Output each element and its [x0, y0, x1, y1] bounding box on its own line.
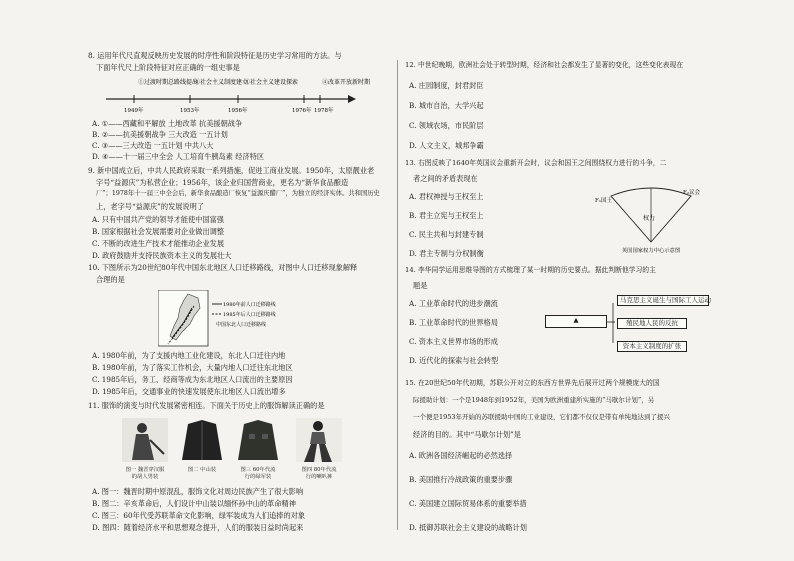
- q15-stem-4: 经济的目的。其中“马歇尔计划”是: [413, 430, 521, 439]
- q9-stem-4: 上，老字号“益源庆”的发展说明了: [96, 202, 204, 211]
- q10-migration-map: [158, 290, 288, 348]
- caption-3-line1: 图三 60年代流: [240, 467, 276, 473]
- costume-image-2: [182, 420, 222, 460]
- year-1978: 1978年: [314, 108, 334, 114]
- q13-option-a: A. 君权神授与王权至上: [409, 192, 484, 201]
- q9-stem-1: 9. 新中国成立后，中共人民政府采取一系列措施，促进工商业发展。1950年，太原靓业老: [88, 166, 375, 175]
- diagram-left-label: F₁国王: [595, 198, 613, 204]
- question-10: [88, 263, 358, 396]
- timeline-label-3: ③社会主义建设探索: [244, 79, 299, 86]
- mindmap-center: ▲: [545, 315, 607, 328]
- q8-option-b: B. ②——抗美援朝战争 三大改造 一五计划: [92, 130, 228, 139]
- image1-head: [137, 423, 147, 433]
- q10-stem-2: 合理的是: [96, 275, 125, 284]
- q9-stem-2: 字号“益源庆”为私营企业；1956年，该企业归国营商业，更名为“新华食品酿造: [96, 178, 349, 187]
- q11-option-d: D. 图四：随着经济水平和思想观念提升，人们的服装日益时尚起来: [92, 523, 304, 532]
- q8-timeline: [98, 77, 378, 117]
- costume-image-1: [122, 418, 168, 462]
- q12-option-a: A. 庄园制度，封君封臣: [409, 81, 484, 90]
- caption-1-line1: 图一 魏晋穿汉服: [125, 467, 165, 473]
- q12-option-c: C. 领域农场，市民阶层: [409, 121, 484, 130]
- q14-stem-1: 14. 李华同学运用思维导图的方式梳理了某一时期的历史要点。据此判断他学习的主: [405, 266, 656, 274]
- year-1956: 1956年: [228, 108, 248, 114]
- q8-option-a: A. ①——西藏和平解放 土地改革 抗美援朝战争: [92, 119, 243, 128]
- q11-option-a: A. 图一：魏晋时期中原混乱，服饰文化对周边民族产生了很大影响: [92, 487, 304, 496]
- year-1953: 1953年: [180, 108, 200, 114]
- diagram-center-label: 权力: [643, 215, 656, 222]
- legend-1980: 1980年前人口迁移路线: [223, 302, 276, 308]
- q15-stem-3: 一个便是1953年开始的苏联援助中国的工业建设，它们都不仅仅是带有单纯地达到了援兴: [413, 413, 671, 421]
- q11-stem: 11. 服饰的演变与时代发展紧密相连。下面关于历史上的服饰解读正确的是: [88, 401, 325, 410]
- q9-option-b: B. 国家根据社会发展需要对企业做出调整: [92, 227, 225, 236]
- mindmap-branch-2: 殖民地人民的反抗: [617, 318, 687, 329]
- q13-option-b: B. 君主立宪与王权至上: [409, 211, 484, 220]
- timeline-label-1: ①过渡时期总路线提出: [138, 79, 199, 86]
- caption-1-line2: 的胡人男装: [131, 474, 159, 480]
- q15-stem-2: 际援助计划：一个是1948年到1952年，美国为欧洲重建所实施的“马歇尔计划”，另: [413, 396, 655, 404]
- q15-option-a: A. 欧洲各国经济崛起的必然选择: [409, 451, 513, 460]
- mindmap-branch-1: 马克思主义诞生与国际工人运动: [617, 295, 709, 306]
- costume-image-3: [238, 420, 278, 460]
- diagram-right-label: F₂议会: [683, 190, 701, 196]
- caption-2: 图二 中山装: [187, 467, 217, 473]
- q14-option-d: D. 近代化的探索与社会转型: [409, 356, 499, 365]
- q15-option-b: B. 美国推行冷战政策的重要步骤: [409, 475, 513, 484]
- q13-option-c: C. 民主共和与封建专制: [409, 230, 484, 239]
- image4-head: [313, 421, 323, 431]
- question-11: [88, 401, 337, 532]
- q8-stem-2: 下面年代尺上阶段特征对应正确的一组史事是: [96, 63, 240, 72]
- q12-option-d: D. 人文主义，城邦争霸: [409, 141, 484, 150]
- q9-option-c: C. 不断的改进生产技术才能推动企业发展: [92, 239, 225, 248]
- caption-4-line1: 图四 80年代流: [301, 467, 337, 473]
- q9-option-d: D. 政府鼓励并支持民族资本主义的发展壮大: [92, 251, 232, 260]
- q13-power-diagram: [591, 182, 711, 254]
- caption-3-line2: 行的绿军装: [244, 474, 272, 480]
- question-8: [88, 51, 371, 161]
- q12-option-b: B. 城市自治，大学兴起: [409, 101, 484, 110]
- q15-option-c: C. 美国建立国际贸易体系的重要举措: [409, 499, 527, 508]
- q14-option-b: B. 工业革命时代的世界格局: [409, 318, 498, 327]
- question-14: [405, 266, 711, 365]
- q14-option-c: C. 资本主义世界市场的形成: [409, 337, 498, 346]
- q9-stem-3: 厂”；1978年十一届三中全会后，新华食品酿造厂恢复“益源庆醋厂”，为独立的经济实体。共和国历史: [96, 190, 380, 197]
- q13-stem-2: 者之间的矛盾表现在: [413, 174, 478, 183]
- map-title: 中国东北人口迁移路线: [216, 322, 267, 328]
- image4-top: [310, 432, 326, 444]
- timeline-label-4: ④改革开放新时期: [322, 79, 371, 86]
- timeline-label-2: ②社会主义制度建立: [194, 79, 249, 86]
- q11-costume-images: [118, 414, 358, 486]
- caption-4-line2: 行的喇叭裤: [305, 474, 333, 480]
- question-15: [405, 379, 671, 532]
- q11-option-c: C. 图三：60年代受苏联革命文化影响，绿军装成为人们追捧的对象: [92, 511, 306, 520]
- q15-stem-1: 15. 在20世纪50年代初期，苏联公开对立的东西方世界先后展开过两个规模庞大的国: [405, 379, 660, 387]
- mindmap-branch-3: 资本主义制度的扩张: [617, 341, 687, 352]
- image3-pocket: [249, 434, 255, 439]
- diagram-caption: 英国国家权力中心示意图: [621, 248, 681, 254]
- q11-option-b: B. 图二：辛亥革命后，人们设计中山装以缅怀孙中山的革命精神: [92, 499, 296, 508]
- q14-option-a: A. 工业革命时代的进步潮流: [409, 299, 498, 308]
- q14-stem-2: 题是: [413, 281, 428, 290]
- legend-1985: 1985年后人口迁移路线: [223, 312, 276, 318]
- q10-option-a: A. 1980年前，为了支援内地工业化建设，东北人口迁往内地: [92, 351, 286, 360]
- image3-uniform: [238, 420, 278, 460]
- question-12: [405, 61, 684, 150]
- q15-option-d: D. 抵御苏联社会主义建设的战略计划: [409, 523, 527, 532]
- column-divider: [397, 60, 398, 530]
- q10-option-b: B. 1980年前，为了落实工作机会，大量内地人口迁往东北地区: [92, 363, 293, 372]
- question-9: [88, 166, 380, 260]
- year-1949: 1949年: [124, 108, 144, 114]
- timeline-arrow: [348, 95, 356, 103]
- q8-option-d: D. ④——十一届三中全会 人工培育牛胰岛素 经济特区: [92, 152, 265, 161]
- q12-stem: 12. 中世纪晚期，欧洲社会处于转型时期，经济和社会都发生了显著的变化，这些变化表现在: [405, 61, 684, 69]
- q13-stem-1: 13. 右图反映了1640年英国议会重新开会时，议会和国王之间围绕权力进行的斗争，二: [405, 159, 667, 167]
- q9-option-a: A. 只有中国共产党的领导才能使中国富强: [92, 215, 224, 224]
- year-1976: 1976年: [292, 108, 312, 114]
- question-13: [405, 159, 701, 258]
- q8-stem-1: 8. 运用年代尺直观反映历史发展的时序性和阶段特征是历史学习常用的方法。与: [88, 51, 342, 60]
- q13-option-d: D. 君主专制与分权制衡: [409, 249, 484, 258]
- q10-option-c: C. 1985年后，务工、经商等成为东北地区人口流出的主要原因: [92, 375, 293, 384]
- q8-option-c: C. ③——三大改造 一五计划 中共八大: [92, 141, 214, 150]
- q10-option-d: D. 1985年后，交通事业的快速发展使东北地区人口流出增多: [92, 387, 286, 396]
- q10-stem-1: 10. 下图所示为20世纪80年代中国东北地区人口迁移路线，对图中人口迁移现象解释: [88, 263, 358, 272]
- costume-image-4: [296, 418, 342, 462]
- image3-pocket-2: [262, 434, 268, 439]
